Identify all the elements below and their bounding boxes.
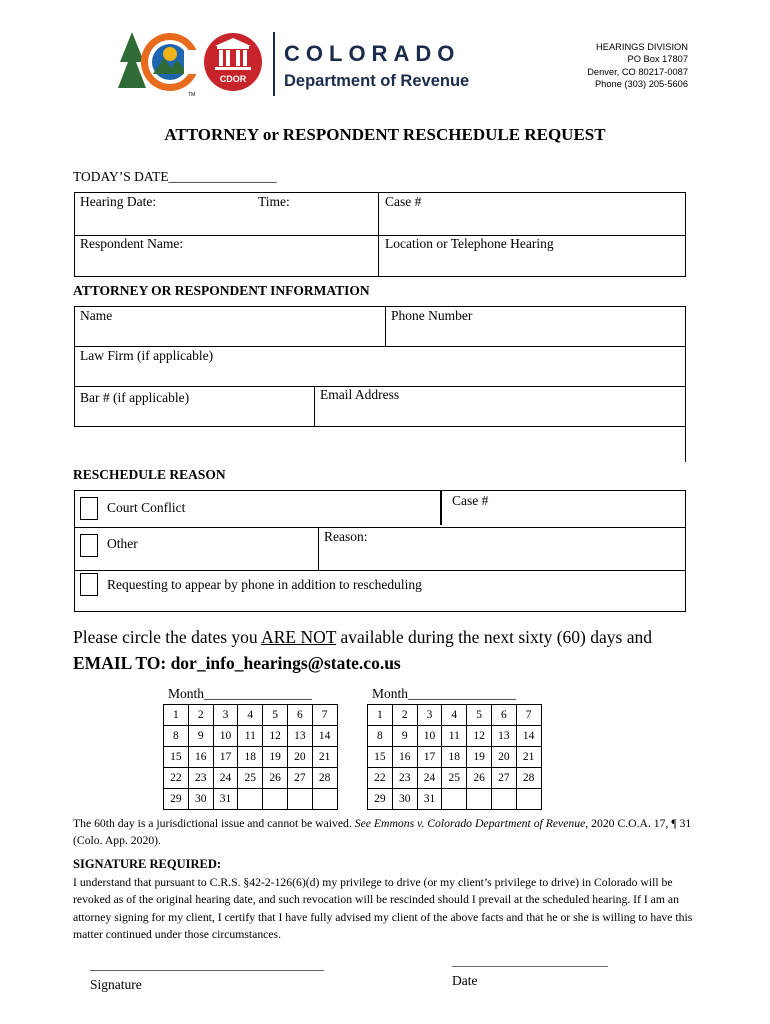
divider	[440, 490, 442, 525]
signature-statement: I understand that pursuant to C.R.S. §42-2-126(6)(d) my privilege to drive (or my client’s privilege to drive) in Colorado will be revoked as of the original hearing date, and such revocation will be rescinded should I prevail at the scheduled hearing. If I am an attorney signing for my client, I certify that I have fully advised my client of the above facts and that he or she is willing to have this matter continued under those circumstances.	[73, 876, 693, 942]
calendar-day-cell[interactable]: 23	[188, 768, 213, 789]
date-line[interactable]: __________________________	[452, 954, 608, 968]
court-conflict-label: Court Conflict	[107, 500, 186, 515]
calendar-day-cell[interactable]: 15	[164, 747, 189, 768]
calendar-week-row	[368, 705, 542, 726]
calendar-day-cell[interactable]: 10	[213, 726, 238, 747]
calendar-day-cell[interactable]: 9	[392, 726, 417, 747]
calendar-day-cell[interactable]: 21	[312, 747, 337, 768]
calendar-day-cell[interactable]	[238, 789, 263, 810]
calendar-day-cell[interactable]	[442, 789, 467, 810]
form-title: ATTORNEY or RESPONDENT RESCHEDULE REQUEST	[164, 125, 606, 144]
calendar-grid-2	[367, 704, 542, 810]
division-address	[587, 41, 688, 91]
calendar-week-row	[368, 747, 542, 768]
divider	[314, 386, 315, 427]
other-checkbox[interactable]	[80, 534, 98, 557]
calendar-day-cell[interactable]: 31	[417, 789, 442, 810]
calendar-day-cell[interactable]: 2	[188, 705, 213, 726]
calendar-day-cell[interactable]: 17	[417, 747, 442, 768]
calendar-day-cell[interactable]: 22	[368, 768, 393, 789]
calendar-day-cell[interactable]: 11	[238, 726, 263, 747]
calendar-day-cell[interactable]: 1	[164, 705, 189, 726]
month-label-2[interactable]: Month________________	[372, 686, 517, 701]
calendar-week-row	[368, 789, 542, 810]
calendar-day-cell[interactable]: 20	[491, 747, 516, 768]
calendar-day-cell[interactable]: 30	[392, 789, 417, 810]
instruction-text: Please circle the dates you	[73, 627, 262, 647]
calendar-day-cell[interactable]: 25	[442, 768, 467, 789]
signature-heading: SIGNATURE REQUIRED:	[73, 857, 222, 871]
phone-request-label: Requesting to appear by phone in addition to rescheduling	[107, 577, 422, 592]
calendar-week-row	[368, 768, 542, 789]
divider	[378, 192, 379, 277]
calendar-day-cell[interactable]: 16	[392, 747, 417, 768]
hearing-date-field[interactable]: Hearing Date:	[80, 194, 157, 209]
divider	[74, 346, 686, 347]
calendar-day-cell[interactable]: 23	[392, 768, 417, 789]
attorney-section-heading: ATTORNEY OR RESPONDENT INFORMATION	[73, 283, 370, 298]
signature-line[interactable]: _______________________________________	[90, 958, 324, 972]
calendar-week-row	[368, 726, 542, 747]
location-field[interactable]: Location or Telephone Hearing	[385, 236, 554, 251]
calendar-day-cell[interactable]	[263, 789, 288, 810]
calendar-day-cell[interactable]	[287, 789, 312, 810]
calendar-day-cell[interactable]: 4	[442, 705, 467, 726]
todays-date-field[interactable]: TODAY’S DATE________________	[73, 169, 277, 184]
divider	[74, 570, 686, 571]
calendar-day-cell[interactable]: 3	[417, 705, 442, 726]
calendar-week-row	[164, 789, 338, 810]
division-line: Denver, CO 80217-0087	[587, 66, 688, 77]
calendar-day-cell[interactable]: 6	[491, 705, 516, 726]
calendar-day-cell[interactable]: 10	[417, 726, 442, 747]
divider	[385, 306, 386, 346]
calendar-day-cell[interactable]: 8	[368, 726, 393, 747]
note-text: The 60th day is a jurisdictional issue and cannot be waived.	[73, 817, 355, 830]
calendar-day-cell[interactable]	[312, 789, 337, 810]
calendar-day-cell[interactable]: 12	[467, 726, 492, 747]
calendar-day-cell[interactable]: 7	[516, 705, 541, 726]
calendar-day-cell[interactable]: 14	[516, 726, 541, 747]
email-instruction: EMAIL TO: dor_info_hearings@state.co.us	[73, 653, 401, 673]
calendar-day-cell[interactable]: 3	[213, 705, 238, 726]
calendar-day-cell[interactable]: 26	[467, 768, 492, 789]
calendar-day-cell[interactable]: 31	[213, 789, 238, 810]
reason-section-heading: RESCHEDULE REASON	[73, 467, 226, 482]
dept-name: Department of Revenue	[284, 72, 470, 90]
calendar-day-cell[interactable]	[467, 789, 492, 810]
phone-request-checkbox[interactable]	[80, 573, 98, 596]
badge-text: CDOR	[219, 74, 247, 84]
conflict-case-number-field[interactable]: Case #	[452, 493, 489, 508]
trademark: TM	[188, 92, 196, 98]
calendar-day-cell[interactable]: 17	[213, 747, 238, 768]
calendar-day-cell[interactable]	[516, 789, 541, 810]
calendar-day-cell[interactable]: 22	[164, 768, 189, 789]
instruction-text: available during the next sixty (60) days and	[336, 627, 652, 647]
phone-number-field[interactable]: Phone Number	[391, 308, 473, 323]
divider	[685, 427, 686, 462]
instruction-emphasis: ARE NOT	[261, 627, 337, 647]
calendar-day-cell[interactable]: 28	[516, 768, 541, 789]
court-conflict-checkbox[interactable]	[80, 497, 98, 520]
respondent-name-field[interactable]: Respondent Name:	[80, 236, 184, 251]
calendar-day-cell[interactable]: 27	[491, 768, 516, 789]
calendar-day-cell[interactable]: 9	[188, 726, 213, 747]
calendar-week-row	[164, 705, 338, 726]
calendar-day-cell[interactable]: 19	[263, 747, 288, 768]
calendar-day-cell[interactable]: 12	[263, 726, 288, 747]
calendar-week-row	[164, 768, 338, 789]
date-label: Date	[452, 973, 478, 988]
calendar-day-cell[interactable]: 24	[417, 768, 442, 789]
time-field[interactable]: Time:	[258, 194, 290, 209]
email-address-field[interactable]: Email Address	[320, 387, 400, 402]
calendar-grid-1	[163, 704, 338, 810]
calendar-day-cell[interactable]: 1	[368, 705, 393, 726]
attorney-info-box	[74, 306, 686, 427]
jurisdiction-note	[73, 815, 693, 849]
calendar-day-cell[interactable]: 8	[164, 726, 189, 747]
calendar-day-cell[interactable]: 13	[287, 726, 312, 747]
month-label-1[interactable]: Month________________	[168, 686, 313, 701]
calendar-day-cell[interactable]: 29	[368, 789, 393, 810]
note-text: , 2020 C.O.A. 17, ¶ 31 (Colo. App. 2020).	[73, 817, 692, 847]
colorado-dor-logo	[118, 28, 478, 100]
calendar-day-cell[interactable]: 4	[238, 705, 263, 726]
calendar-day-cell[interactable]: 7	[312, 705, 337, 726]
calendar-day-cell[interactable]: 6	[287, 705, 312, 726]
reason-field[interactable]: Reason:	[324, 529, 368, 544]
org-name: COLORADO	[284, 41, 461, 66]
calendar-day-cell[interactable]: 20	[287, 747, 312, 768]
calendar-day-cell[interactable]: 21	[516, 747, 541, 768]
calendar-day-cell[interactable]: 5	[467, 705, 492, 726]
divider	[318, 527, 319, 570]
calendar-day-cell[interactable]: 24	[213, 768, 238, 789]
law-firm-field[interactable]: Law Firm (if applicable)	[80, 348, 214, 363]
calendar-week-row	[164, 726, 338, 747]
calendar-day-cell[interactable]: 16	[188, 747, 213, 768]
calendar-day-cell[interactable]: 14	[312, 726, 337, 747]
signature-label: Signature	[90, 977, 142, 992]
calendar-day-cell[interactable]: 29	[164, 789, 189, 810]
division-line: HEARINGS DIVISION	[596, 42, 688, 52]
attorney-name-field[interactable]: Name	[80, 308, 113, 323]
calendar-day-cell[interactable]: 15	[368, 747, 393, 768]
case-number-field[interactable]: Case #	[385, 194, 422, 209]
calendar-day-cell[interactable]: 30	[188, 789, 213, 810]
calendar-day-cell[interactable]: 18	[238, 747, 263, 768]
case-citation: See Emmons v. Colorado Department of Revenue	[354, 817, 586, 830]
division-line: Phone (303) 205-5606	[594, 79, 688, 90]
calendar-week-row	[164, 747, 338, 768]
calendar-day-cell[interactable]: 26	[263, 768, 288, 789]
circle-dates-instruction	[73, 627, 652, 648]
calendar-day-cell[interactable]: 2	[392, 705, 417, 726]
calendar-day-cell[interactable]: 5	[263, 705, 288, 726]
divider	[74, 527, 686, 528]
calendar-day-cell[interactable]	[491, 789, 516, 810]
bar-number-field[interactable]: Bar # (if applicable)	[80, 390, 190, 405]
division-line: PO Box 17807	[627, 54, 688, 65]
calendar-day-cell[interactable]: 28	[312, 768, 337, 789]
calendar-day-cell[interactable]: 13	[491, 726, 516, 747]
calendar-day-cell[interactable]: 25	[238, 768, 263, 789]
calendar-day-cell[interactable]: 18	[442, 747, 467, 768]
calendar-day-cell[interactable]: 19	[467, 747, 492, 768]
other-label: Other	[107, 536, 138, 551]
calendar-day-cell[interactable]: 11	[442, 726, 467, 747]
calendar-day-cell[interactable]: 27	[287, 768, 312, 789]
